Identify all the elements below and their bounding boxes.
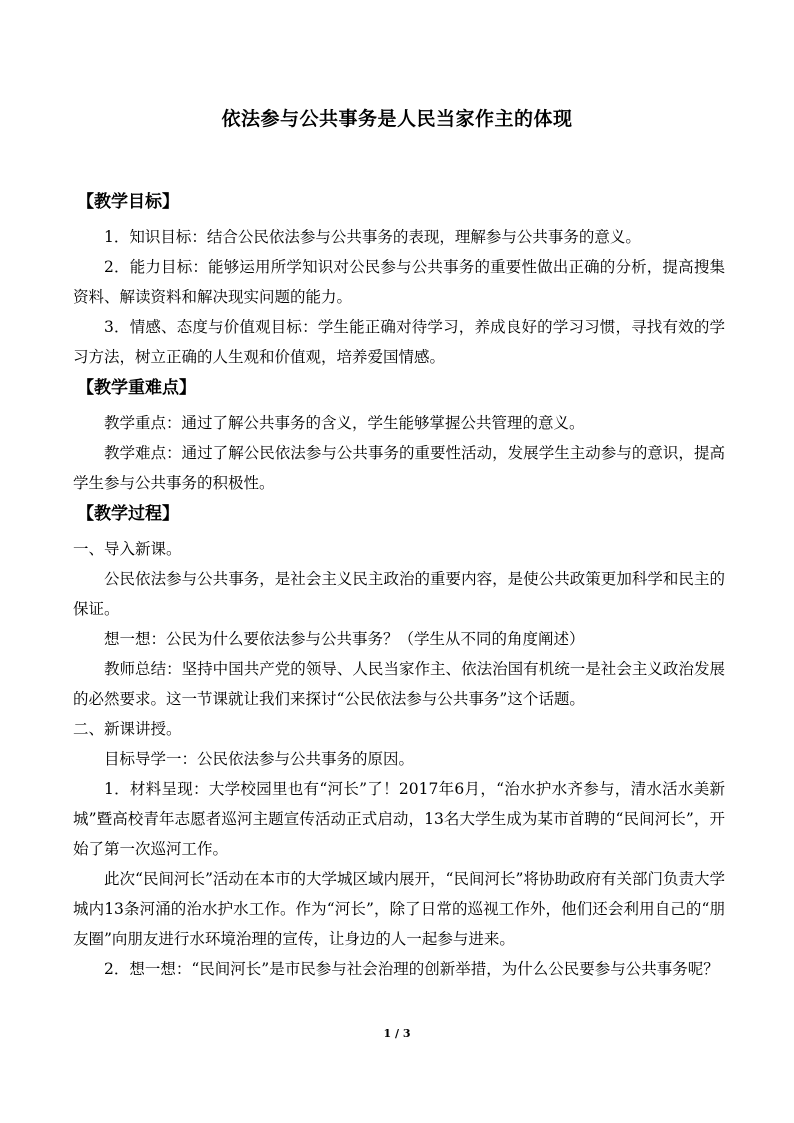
process-part1-item-3: 教师总结：坚持中国共产党的领导、人民当家作主、依法治国有机统一是社会主义政治发展的必然要求。这一节课就让我们来探讨“公民依法参与公共事务”这个话题。 <box>73 660 725 708</box>
process-part2-item-4: 2．想一想：“民间河长”是市民参与社会治理的创新举措，为什么公民要参与公共事务呢？ <box>104 960 719 978</box>
process-part2-item-2: 1．材料呈现：大学校园里也有“河长”了！2017年6月，“治水护水齐参与，清水活水美新城”暨高校青年志愿者巡河主题宣传活动正式启动，13名大学生成为某市首聘的“民间河长”，开始了第一次巡河工作。 <box>73 780 725 858</box>
process-part1-title: 一、导入新课。 <box>73 540 182 558</box>
goal-item-1: 1．知识目标：结合公民依法参与公共事务的表现，理解参与公共事务的意义。 <box>104 228 641 246</box>
process-part1-item-2: 想一想：公民为什么要依法参与公共事务？（学生从不同的角度阐述） <box>104 630 585 648</box>
goal-item-3: 3．情感、态度与价值观目标：学生能正确对待学习，养成良好的学习习惯，寻找有效的学习方法，树立正确的人生观和价值观，培养爱国情感。 <box>73 318 725 366</box>
key-point-item-2: 教学难点：通过了解公民依法参与公共事务的重要性活动，发展学生主动参与的意识，提高学生参与公共事务的积极性。 <box>73 444 725 492</box>
process-part1-item-1: 公民依法参与公共事务，是社会主义民主政治的重要内容，是使公共政策更加科学和民主的保证。 <box>73 570 725 618</box>
section-heading-process: 【教学过程】 <box>77 504 179 524</box>
document-title: 依法参与公共事务是人民当家作主的体现 <box>221 108 573 130</box>
section-heading-goals: 【教学目标】 <box>77 192 179 212</box>
key-point-item-1: 教学重点：通过了解公共事务的含义，学生能够掌握公共管理的意义。 <box>104 414 585 432</box>
process-part2-item-3: 此次“民间河长”活动在本市的大学城区域内展开，“民间河长”将协助政府有关部门负责大学城内13条河涌的治水护水工作。作为“河长”，除了日常的巡视工作外，他们还会利用自己的“朋友圈”向朋友进行水环境治理的宣传，让身边的人一起参与进来。 <box>73 870 725 948</box>
document-body <box>73 186 725 984</box>
page-number: 1 / 3 <box>383 1027 411 1040</box>
goal-item-2: 2．能力目标：能够运用所学知识对公民参与公共事务的重要性做出正确的分析，提高搜集资料、解读资料和解决现实问题的能力。 <box>73 258 725 306</box>
section-heading-key-points: 【教学重难点】 <box>77 378 196 398</box>
process-part2-title: 二、新课讲授。 <box>73 720 182 738</box>
process-part2-item-1: 目标导学一：公民依法参与公共事务的原因。 <box>104 750 415 768</box>
